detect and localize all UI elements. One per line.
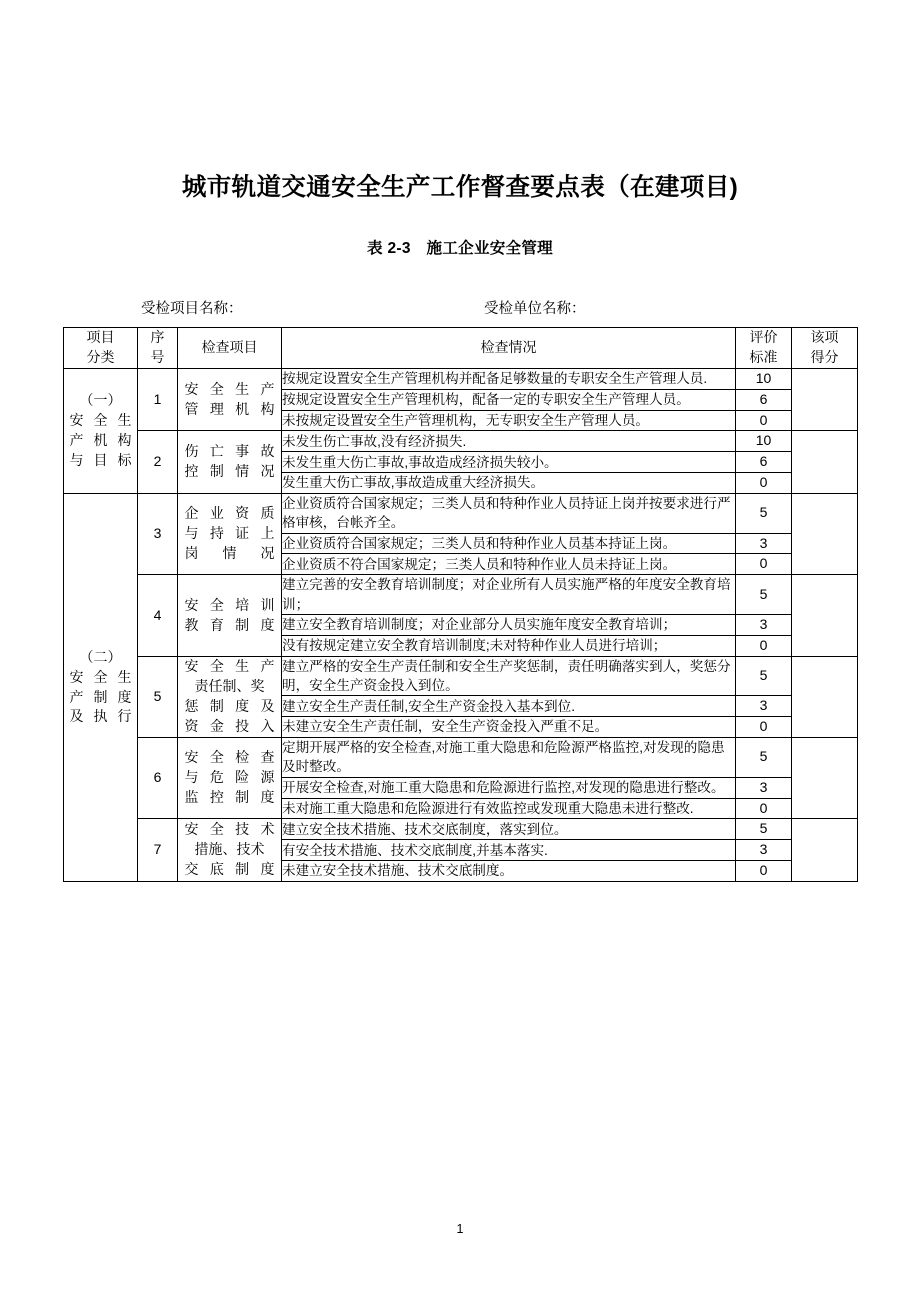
evaluation-standard-cell: 3 (736, 696, 792, 717)
table-row (64, 494, 858, 534)
criteria-description-cell: 企业资质不符合国家规定；三类人员和特种作业人员未持证上岗。 (282, 554, 736, 575)
inspection-item-cell (178, 368, 282, 431)
evaluation-standard-cell: 5 (736, 738, 792, 778)
header-score-line1: 该项 (810, 329, 839, 345)
evaluation-standard-cell: 6 (736, 452, 792, 473)
row-number-cell: 2 (138, 431, 178, 494)
criteria-description-cell: 未对施工重大隐患和危险源进行有效监控或发现重大隐患未进行整改. (282, 798, 736, 819)
category-label-line: 及执行 (69, 708, 132, 725)
item-score-input-cell[interactable] (792, 431, 858, 494)
header-number-line1: 序 (150, 329, 165, 345)
evaluation-standard-cell: 0 (736, 635, 792, 656)
criteria-description-cell: 企业资质符合国家规定；三类人员和特种作业人员基本持证上岗。 (282, 533, 736, 554)
item-score-input-cell[interactable] (792, 738, 858, 819)
category-label-line: 产制度 (69, 688, 132, 705)
page-subtitle: 表 2-3 施工企业安全管理 (367, 240, 553, 257)
category-label-line: （一） (79, 392, 122, 409)
criteria-description-cell: 定期开展严格的安全检查,对施工重大隐患和危险源严格监控,对发现的隐患及时整改。 (282, 738, 736, 778)
table-row (64, 656, 858, 696)
criteria-description-cell: 没有按规定建立安全教育培训制度;未对特种作业人员进行培训； (282, 635, 736, 656)
evaluation-standard-cell: 6 (736, 389, 792, 410)
table-row (64, 575, 858, 615)
criteria-description-cell: 未建立安全生产责任制，安全生产资金投入严重不足。 (282, 717, 736, 738)
inspection-item-line: 安全生产 (184, 658, 275, 675)
item-score-input-cell[interactable] (792, 368, 858, 431)
inspection-item-cell (178, 575, 282, 656)
header-category (64, 328, 138, 369)
inspection-item-cell (178, 819, 282, 882)
item-score-input-cell[interactable] (792, 819, 858, 882)
criteria-description-cell: 建立严格的安全生产责任制和安全生产奖惩制，责任明确落实到人，奖惩分明，安全生产资金投入到位。 (282, 656, 736, 696)
evaluation-standard-cell: 0 (736, 473, 792, 494)
evaluation-standard-cell: 0 (736, 717, 792, 738)
inspection-item-line: 伤亡事故 (184, 443, 275, 460)
inspection-item-cell (178, 494, 282, 575)
table-row (64, 738, 858, 778)
criteria-description-cell: 建立安全教育培训制度；对企业部分人员实施年度安全教育培训； (282, 614, 736, 635)
category-cell (64, 494, 138, 882)
criteria-description-cell: 建立安全生产责任制,安全生产资金投入基本到位. (282, 696, 736, 717)
evaluation-standard-cell: 5 (736, 656, 792, 696)
page-title: 城市轨道交通安全生产工作督查要点表（在建项目) (181, 174, 739, 201)
inspection-item-line: 惩制度及 (184, 697, 275, 714)
evaluation-standard-cell: 3 (736, 840, 792, 861)
inspection-item-line: 与持证上 (184, 525, 275, 542)
inspection-item-line: 责任制、奖 (194, 677, 265, 694)
criteria-description-cell: 按规定设置安全生产管理机构，配备一定的专职安全生产管理人员。 (282, 389, 736, 410)
evaluation-standard-cell: 10 (736, 431, 792, 452)
inspection-item-cell (178, 656, 282, 737)
header-category-line2: 分类 (86, 348, 115, 365)
inspection-item-line: 企业资质 (184, 505, 275, 522)
page-number: 1 (456, 1222, 464, 1236)
inspection-item-line: 措施、技术 (194, 841, 265, 858)
criteria-description-cell: 未按规定设置安全生产管理机构，无专职安全生产管理人员。 (282, 410, 736, 431)
inspection-item-line: 安全检查 (184, 749, 275, 766)
evaluation-standard-cell: 3 (736, 533, 792, 554)
category-cell (64, 368, 138, 493)
evaluation-standard-cell: 5 (736, 494, 792, 534)
form-field-row (0, 297, 920, 319)
inspection-item-line: 岗情况 (184, 545, 275, 562)
header-standard-line1: 评价 (749, 329, 778, 345)
inspection-item-line: 安全技术 (184, 821, 275, 838)
unit-name-label: 受检单位名称： (484, 301, 586, 317)
table-row (64, 368, 858, 389)
inspection-item-line: 管理机构 (184, 400, 275, 417)
table-header-row (64, 328, 858, 369)
criteria-description-cell: 建立安全技术措施、技术交底制度，落实到位。 (282, 819, 736, 840)
evaluation-standard-cell: 3 (736, 777, 792, 798)
inspection-item-line: 安全培训 (184, 596, 275, 613)
row-number-cell: 3 (138, 494, 178, 575)
criteria-description-cell: 开展安全检查,对施工重大隐患和危险源进行监控,对发现的隐患进行整改。 (282, 777, 736, 798)
table-header (64, 328, 858, 369)
header-number-line2: 号 (150, 348, 165, 365)
inspection-item-line: 与危险源 (184, 769, 275, 786)
header-item-score (792, 328, 858, 369)
evaluation-standard-cell: 0 (736, 861, 792, 882)
header-inspection-item: 检查项目 (178, 328, 282, 369)
category-label-line: （二） (79, 648, 122, 665)
inspection-item-cell (178, 738, 282, 819)
row-number-cell: 5 (138, 656, 178, 737)
project-name-label: 受检项目名称： (141, 301, 243, 317)
category-label-line: 安全生 (69, 412, 132, 428)
inspection-item-line: 监控制度 (184, 789, 275, 806)
evaluation-standard-cell: 10 (736, 368, 792, 389)
criteria-description-cell: 建立完善的安全教育培训制度；对企业所有人员实施严格的年度安全教育培训； (282, 575, 736, 615)
criteria-description-cell: 未发生伤亡事故,没有经济损失. (282, 431, 736, 452)
evaluation-standard-cell: 0 (736, 798, 792, 819)
category-label-line: 产机构 (69, 431, 132, 448)
item-score-input-cell[interactable] (792, 656, 858, 737)
inspection-item-line: 资金投入 (184, 717, 275, 734)
criteria-description-cell: 按规定设置安全生产管理机构并配备足够数量的专职安全生产管理人员. (282, 368, 736, 389)
item-score-input-cell[interactable] (792, 494, 858, 575)
inspection-item-line: 控制情况 (184, 463, 275, 480)
inspection-item-line: 教育制度 (184, 616, 275, 633)
table-row (64, 819, 858, 840)
evaluation-standard-cell: 5 (736, 575, 792, 615)
evaluation-standard-cell: 5 (736, 819, 792, 840)
row-number-cell: 7 (138, 819, 178, 882)
row-number-cell: 4 (138, 575, 178, 656)
category-label-line: 与目标 (69, 451, 132, 468)
inspection-item-line: 安全生产 (184, 380, 275, 397)
checklist-table (63, 327, 858, 882)
header-inspection-situation: 检查情况 (282, 328, 736, 369)
evaluation-standard-cell: 0 (736, 410, 792, 431)
criteria-description-cell: 未发生重大伤亡事故,事故造成经济损失较小。 (282, 452, 736, 473)
inspection-item-cell (178, 431, 282, 494)
item-score-input-cell[interactable] (792, 575, 858, 656)
table-body (64, 368, 858, 881)
criteria-description-cell: 未建立安全技术措施、技术交底制度。 (282, 861, 736, 882)
header-evaluation-standard (736, 328, 792, 369)
checklist-table-wrapper (63, 327, 857, 882)
inspection-item-line: 交底制度 (184, 861, 275, 878)
table-row (64, 431, 858, 452)
header-score-line2: 得分 (810, 348, 839, 365)
header-number (138, 328, 178, 369)
header-category-line1: 项目 (86, 329, 115, 345)
row-number-cell: 1 (138, 368, 178, 431)
evaluation-standard-cell: 3 (736, 614, 792, 635)
category-label-line: 安全生 (69, 668, 132, 685)
criteria-description-cell: 发生重大伤亡事故,事故造成重大经济损失。 (282, 473, 736, 494)
row-number-cell: 6 (138, 738, 178, 819)
criteria-description-cell: 企业资质符合国家规定；三类人员和特种作业人员持证上岗并按要求进行严格审核，台帐齐全。 (282, 494, 736, 534)
evaluation-standard-cell: 0 (736, 554, 792, 575)
header-standard-line2: 标准 (749, 348, 778, 365)
criteria-description-cell: 有安全技术措施、技术交底制度,并基本落实. (282, 840, 736, 861)
